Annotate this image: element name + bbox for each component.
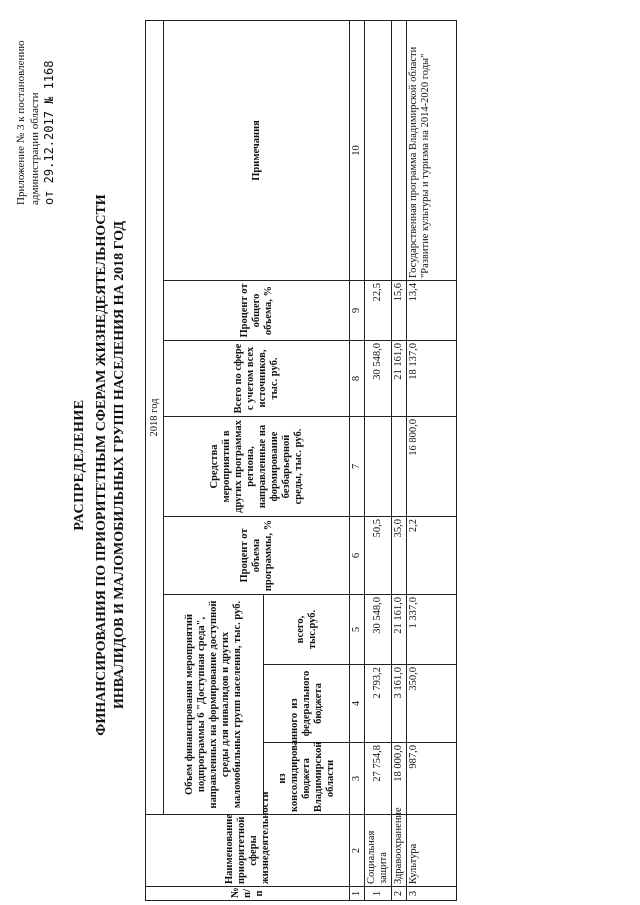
cell-percent-total: 22,5 bbox=[365, 281, 392, 341]
cell-consolidated: 987,0 bbox=[407, 743, 457, 815]
col-number: 5 bbox=[350, 595, 365, 665]
col-number: 4 bbox=[350, 665, 365, 743]
header-notes: Примечания bbox=[164, 20, 350, 280]
header-year: 2018 год bbox=[146, 20, 164, 814]
col-number: 9 bbox=[350, 281, 365, 341]
header-sphere: Наименование приоритетной сферы жизнедеятельности bbox=[146, 815, 350, 887]
appendix-note bbox=[14, 5, 56, 205]
col-number: 8 bbox=[350, 341, 365, 417]
cell-other-programs bbox=[392, 417, 407, 517]
financing-table bbox=[145, 20, 457, 901]
header-percent-total: Процент от общего объема, % bbox=[164, 281, 350, 341]
column-number-row bbox=[350, 20, 365, 900]
table-row bbox=[365, 20, 392, 900]
cell-sphere: Социальная защита bbox=[365, 815, 392, 887]
cell-num: 2 bbox=[392, 887, 407, 901]
col-number: 7 bbox=[350, 417, 365, 517]
cell-percent-program: 35,0 bbox=[392, 517, 407, 595]
table-row bbox=[407, 20, 457, 900]
cell-consolidated: 27 754,8 bbox=[365, 743, 392, 815]
cell-other-programs bbox=[365, 417, 392, 517]
cell-total: 21 161,0 bbox=[392, 595, 407, 665]
cell-consolidated: 18 000,0 bbox=[392, 743, 407, 815]
cell-percent-program: 50,5 bbox=[365, 517, 392, 595]
cell-sphere: Здравоохранение bbox=[392, 815, 407, 887]
cell-total-sphere: 21 161,0 bbox=[392, 341, 407, 417]
appendix-line-2: администрации области bbox=[29, 92, 41, 205]
col-number: 1 bbox=[350, 887, 365, 901]
cell-other-programs: 16 800,0 bbox=[407, 417, 457, 517]
header-other-programs: Средства мероприятий в других программах региона, направленные на формирование безбарьерной среды, тыс. руб. bbox=[164, 417, 350, 517]
cell-percent-total: 13,4 bbox=[407, 281, 457, 341]
appendix-line-1: Приложение № 3 к постановлению bbox=[15, 40, 27, 205]
cell-percent-program: 2,2 bbox=[407, 517, 457, 595]
document-subtitle-line-1: ФИНАНСИРОВАНИЯ ПО ПРИОРИТЕТНЫМ СФЕРАМ ЖИЗНЕДЕЯТЕЛЬНОСТИ bbox=[94, 194, 109, 736]
cell-notes: Государственная программа Владимирской области "Развитие культуры и туризма на 2014-2020 годы" bbox=[407, 20, 457, 280]
header-volume: Объем финансирования мероприятий подпрограммы 6 "Доступная среда", направленных на формирование доступной среды для инвалидов и других маломобильных групп населения, тыс. руб. bbox=[164, 595, 264, 815]
header-total-sphere: Всего по сфере с учетом всех источников, тыс. руб. bbox=[164, 341, 350, 417]
cell-total: 30 548,0 bbox=[365, 595, 392, 665]
cell-num: 1 bbox=[365, 887, 392, 901]
header-num: № п/п bbox=[146, 887, 350, 901]
appendix-line-3: от 29.12.2017 № 1168 bbox=[42, 60, 56, 205]
cell-federal: 3 161,0 bbox=[392, 665, 407, 743]
cell-total-sphere: 18 137,0 bbox=[407, 341, 457, 417]
cell-notes bbox=[365, 20, 392, 280]
cell-sphere: Культура bbox=[407, 815, 457, 887]
col-number: 6 bbox=[350, 517, 365, 595]
cell-federal: 2 793,2 bbox=[365, 665, 392, 743]
cell-percent-total: 15,6 bbox=[392, 281, 407, 341]
document-subtitle-line-2: ИНВАЛИДОВ И МАЛОМОБИЛЬНЫХ ГРУПП НАСЕЛЕНИЯ НА 2018 ГОД bbox=[112, 220, 127, 710]
col-number: 10 bbox=[350, 20, 365, 280]
header-consolidated: из консолидированного бюджета Владимирской области bbox=[264, 743, 350, 815]
col-number: 3 bbox=[350, 743, 365, 815]
cell-total: 1 337,0 bbox=[407, 595, 457, 665]
header-total: всего, тыс.руб. bbox=[264, 595, 350, 665]
cell-total-sphere: 30 548,0 bbox=[365, 341, 392, 417]
col-number: 2 bbox=[350, 815, 365, 887]
cell-notes bbox=[392, 20, 407, 280]
header-percent-program: Процент от объема программы, % bbox=[164, 517, 350, 595]
cell-num: 3 bbox=[407, 887, 457, 901]
document-title: РАСПРЕДЕЛЕНИЕ bbox=[72, 399, 87, 531]
table-row bbox=[392, 20, 407, 900]
header-federal: из федерального бюджета bbox=[264, 665, 350, 743]
cell-federal: 350,0 bbox=[407, 665, 457, 743]
